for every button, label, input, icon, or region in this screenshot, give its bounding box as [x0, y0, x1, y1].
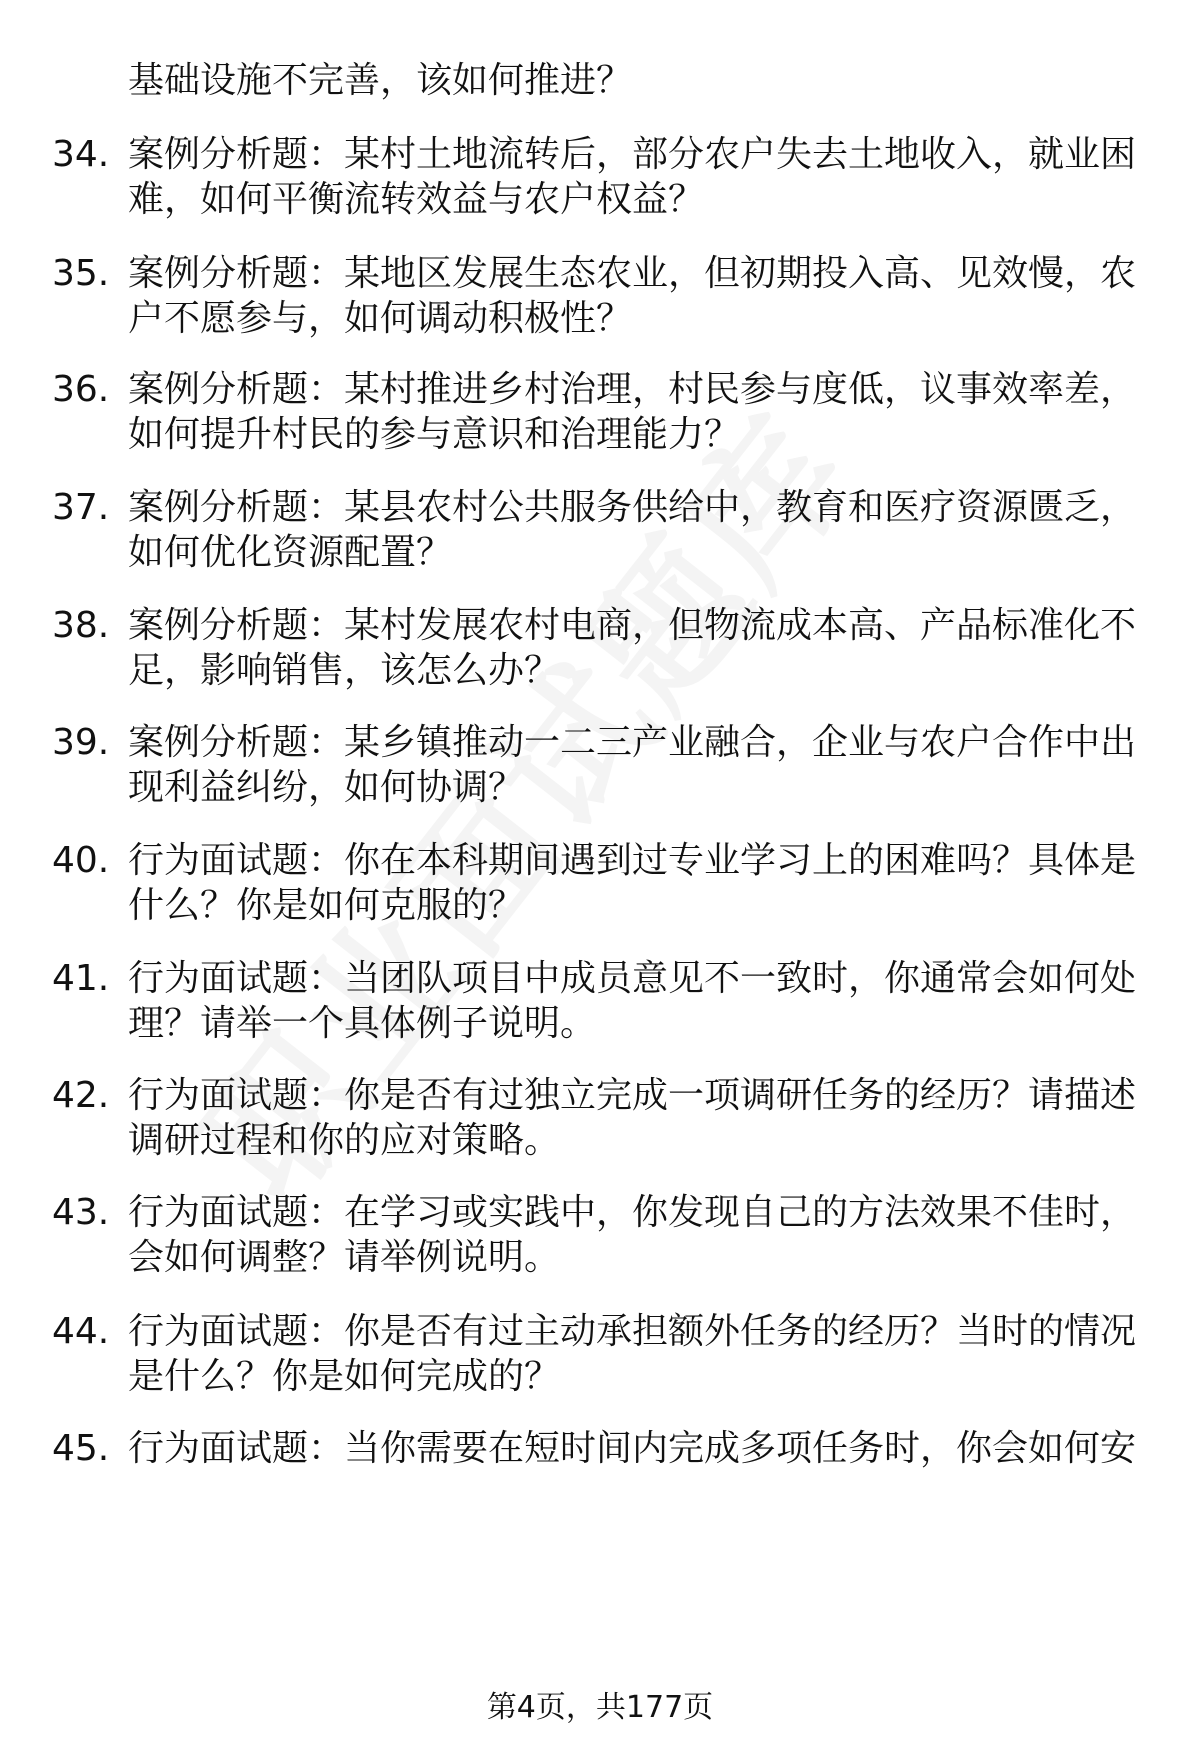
item-number: 36. — [52, 369, 110, 410]
item-text: 案例分析题：某县农村公共服务供给中，教育和医疗资源匮乏，如何优化资源配置？ — [128, 487, 1137, 573]
item-number: 43. — [52, 1192, 110, 1233]
item-number: 38. — [52, 605, 110, 646]
item-number: 34. — [52, 134, 110, 175]
item-text: 基础设施不完善，该如何推进？ — [128, 60, 633, 101]
item-number: 37. — [52, 487, 110, 528]
item-number: 39. — [52, 722, 110, 763]
item-number: 35. — [52, 253, 110, 294]
item-text: 行为面试题：你是否有过独立完成一项调研任务的经历？请描述调研过程和你的应对策略。 — [128, 1075, 1137, 1161]
item-text: 行为面试题：你在本科期间遇到过专业学习上的困难吗？具体是什么？你是如何克服的？ — [128, 840, 1137, 926]
item-text: 案例分析题：某村推进乡村治理，村民参与度低，议事效率差，如何提升村民的参与意识和治理能力？ — [128, 369, 1137, 455]
item-number: 44. — [52, 1311, 110, 1352]
item-text: 案例分析题：某村发展农村电商，但物流成本高、产品标准化不足，影响销售，该怎么办？ — [128, 605, 1137, 691]
item-text: 行为面试题：当你需要在短时间内完成多项任务时，你会如何安 — [128, 1428, 1137, 1469]
item-number: 45. — [52, 1428, 110, 1469]
item-text: 案例分析题：某乡镇推动一二三产业融合，企业与农户合作中出现利益纠纷，如何协调？ — [128, 722, 1137, 808]
item-text: 案例分析题：某地区发展生态农业，但初期投入高、见效慢，农户不愿参与，如何调动积极性？ — [128, 253, 1137, 339]
page-number: 第4页，共177页 — [486, 1690, 714, 1725]
item-text: 行为面试题：你是否有过主动承担额外任务的经历？当时的情况是什么？你是如何完成的？ — [128, 1311, 1137, 1397]
item-number: 41. — [52, 958, 110, 999]
item-text: 行为面试题：在学习或实践中，你发现自己的方法效果不佳时，会如何调整？请举例说明。 — [128, 1192, 1137, 1278]
item-number: 42. — [52, 1075, 110, 1116]
item-text: 行为面试题：当团队项目中成员意见不一致时，你通常会如何处理？请举一个具体例子说明。 — [128, 958, 1137, 1044]
item-text: 案例分析题：某村土地流转后，部分农户失去土地收入，就业困难，如何平衡流转效益与农户权益？ — [128, 134, 1137, 220]
item-number: 40. — [52, 840, 110, 881]
